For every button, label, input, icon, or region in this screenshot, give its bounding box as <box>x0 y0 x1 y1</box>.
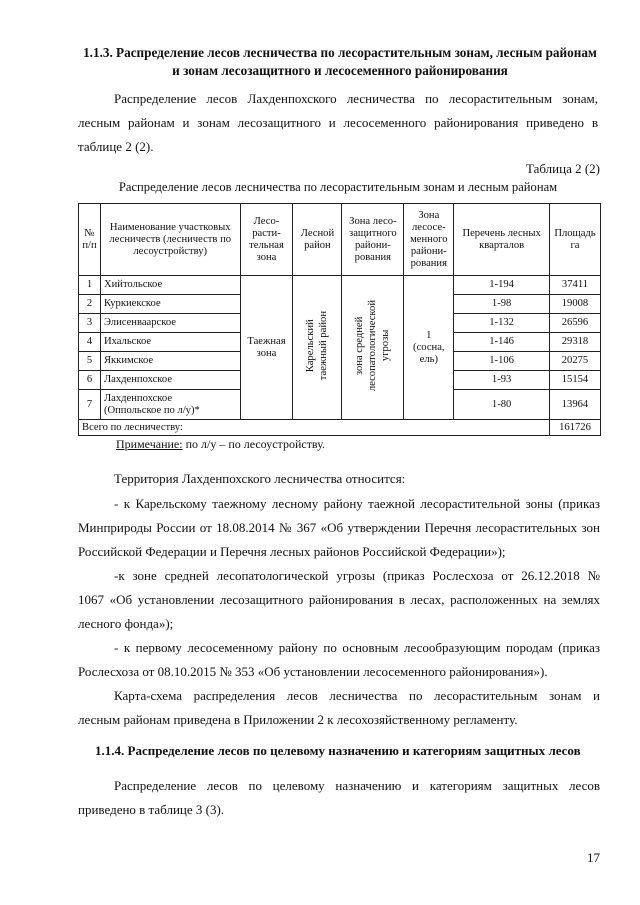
section-114-title: 1.1.4. Распределение лесов по целевому назначению и категориям защитных лесов <box>95 743 581 758</box>
row-num: 5 <box>79 352 101 371</box>
forest-distribution-table <box>78 203 601 436</box>
table-caption: Распределение лесов лесничества по лесорастительным зонам и лесным районам <box>118 180 558 194</box>
merged-zone-cell <box>240 276 293 420</box>
table-row <box>79 276 601 295</box>
row-quarters: 1-80 <box>454 390 550 420</box>
body-p2-line1: - к Карельскому таежному лесному району таежной лесорастительной зоны (приказ <box>114 496 600 511</box>
intro-line2: лесным районам и зонам лесозащитного и лесосеменного районирования приведено в <box>78 115 598 130</box>
body-p2-line3: Российской Федерации и Перечня лесных районов Российской Федерации»); <box>78 544 506 559</box>
table-note <box>116 437 516 452</box>
row-name: Яккимское <box>100 352 240 371</box>
header-quarters: Перечень лесных кварталов <box>454 204 550 276</box>
total-label: Всего по лесничеству: <box>79 420 550 436</box>
row-num: 2 <box>79 295 101 314</box>
row-quarters: 1-93 <box>454 371 550 390</box>
body-p4-line1: - к первому лесосеменному району по основным лесообразующим породам (приказ <box>114 640 600 655</box>
zone-line1: Таежная <box>247 335 286 347</box>
merged-protect-cell <box>342 276 404 420</box>
header-area: Площадь га <box>549 204 600 276</box>
header-region: Лесной район <box>293 204 342 276</box>
row-name <box>100 390 240 420</box>
row-area: 29318 <box>549 333 600 352</box>
region-vertical-text <box>304 311 330 380</box>
table-header-row <box>79 204 601 276</box>
row-name: Лахденпохское <box>100 371 240 390</box>
protect-line3: угрозы <box>380 329 392 362</box>
section-113-title-line2: и зонам лесозащитного и лесосеменного районирования <box>172 63 508 78</box>
total-value: 161726 <box>549 420 600 436</box>
seed-line1: 1 <box>426 329 432 341</box>
intro-line1: Распределение лесов Лахденпохского лесничества по лесорастительным зонам, <box>114 91 598 106</box>
row-name: Куркиекское <box>100 295 240 314</box>
row-name: Элисенваарское <box>100 314 240 333</box>
body-p3-line1: -к зоне средней лесопатологической угрозы (приказ Рослесхоза от 26.12.2018 № <box>114 568 600 583</box>
note-label: Примечание: <box>116 437 183 451</box>
header-num: № п/п <box>79 204 101 276</box>
row-area: 13964 <box>549 390 600 420</box>
header-zone: Лесо-расти-тельная зона <box>240 204 293 276</box>
row-num: 7 <box>79 390 101 420</box>
body-p3-line2: 1067 «Об установлении лесозащитного районирования в лесах, расположенных на землях <box>78 592 600 607</box>
row-area: 19008 <box>549 295 600 314</box>
row-area: 15154 <box>549 371 600 390</box>
seed-line2: (сосна, <box>413 341 445 353</box>
row-quarters: 1-194 <box>454 276 550 295</box>
body-p5-line2: лесным районам приведена в Приложении 2 к лесохозяйственному регламенту. <box>78 712 518 727</box>
row-num: 1 <box>79 276 101 295</box>
row-area: 20275 <box>549 352 600 371</box>
row-num: 4 <box>79 333 101 352</box>
table-total-row <box>79 420 601 436</box>
region-line1: Карельский <box>305 319 317 372</box>
body-p2-line2: Минприроды России от 18.08.2014 № 367 «Об утверждении Перечня лесорастительных зон <box>78 520 600 535</box>
row-name-line2: (Оппольское по л/у)* <box>103 404 200 416</box>
row-quarters: 1-106 <box>454 352 550 371</box>
row-name: Ихальское <box>100 333 240 352</box>
page-number: 17 <box>587 850 600 865</box>
table-label: Таблица 2 (2) <box>525 161 600 176</box>
body-p4-line2: Рослесхоза от 08.10.2015 № 353 «Об установлении лесосеменного районирования»). <box>78 664 548 679</box>
header-name: Наименование участковых лесничеств (лесничеств по лесоустройству) <box>100 204 240 276</box>
region-line2: таежный район <box>318 310 330 381</box>
section-114-p-line1: Распределение лесов по целевому назначению и категориям защитных лесов <box>114 778 600 793</box>
row-quarters: 1-146 <box>454 333 550 352</box>
protect-line1: зона средней <box>354 316 366 375</box>
note-text: по л/у – по лесоустройству. <box>182 437 325 451</box>
body-p5-line1: Карта-схема распределения лесов лесничества по лесорастительным зонам и <box>114 688 600 703</box>
seed-line3: ель) <box>419 353 438 365</box>
protect-vertical-text <box>353 300 392 391</box>
section-113-title-line1: 1.1.3. Распределение лесов лесничества по лесорастительным зонам, лесным районам <box>83 45 597 60</box>
body-p1: Территория Лахденпохского лесничества относится: <box>114 471 406 486</box>
section-114-p-line2: приведено в таблице 3 (3). <box>78 802 225 817</box>
row-num: 6 <box>79 371 101 390</box>
row-name: Хийтольское <box>100 276 240 295</box>
merged-region-cell <box>293 276 342 420</box>
merged-seed-cell <box>404 276 454 420</box>
row-quarters: 1-132 <box>454 314 550 333</box>
row-area: 37411 <box>549 276 600 295</box>
row-area: 26596 <box>549 314 600 333</box>
zone-line2: зона <box>256 347 277 359</box>
body-p3-line3: лесного фонда»); <box>78 616 174 631</box>
row-quarters: 1-98 <box>454 295 550 314</box>
header-seed: Зона лесосе-менного райони-рования <box>404 204 454 276</box>
protect-line2: лесопатологической <box>367 299 379 392</box>
intro-line3: таблице 2 (2). <box>78 139 154 154</box>
row-name-line1: Лахденпохское <box>103 392 173 404</box>
header-protect: Зона лесо-защитного райони-рования <box>342 204 404 276</box>
row-num: 3 <box>79 314 101 333</box>
